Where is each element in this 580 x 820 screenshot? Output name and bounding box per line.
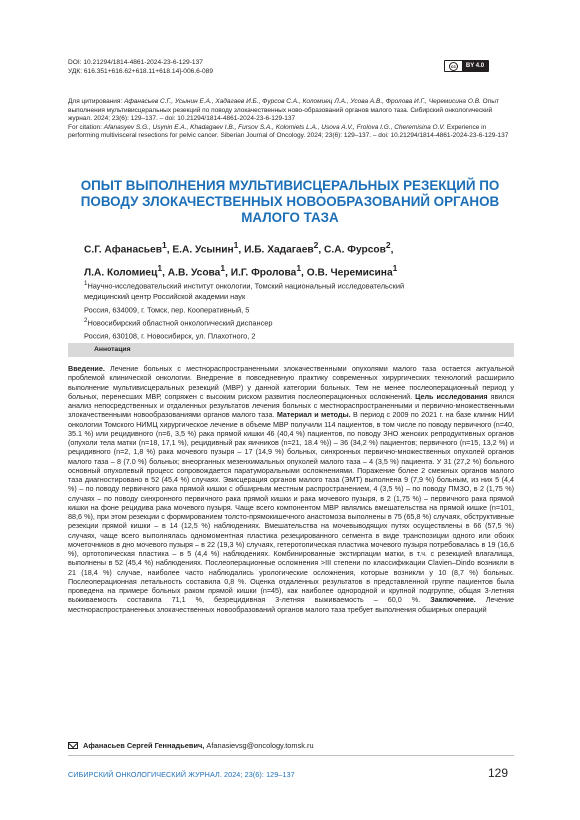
author-affil-sup: 1: [392, 263, 398, 274]
author-affil-sup: 1: [157, 263, 163, 274]
author: С.А. Фурсов: [324, 244, 386, 256]
article-meta: [68, 58, 213, 76]
affiliation-address: Россия, 634009, г. Томск, пер. Кооперативный, 5: [84, 305, 250, 315]
abstract-text: Введение. Лечение больных с местнораспространенными злокачественными опухолями малого таза остается актуальной проблемой клинической онкологии. Внедрение в повседневную практику современных хирургических технологий расширило выполнение мультивисцеральных резекций (МВР) у данной категории больных. Тем не менее послеоперационный период у больных, перенесших МВР, сопряжен с высоким риском развития послеоперационных осложнений. Цель исследования явился анализ непосредственных и отдаленных результатов лечения больных с местнораспространенными и первично-множественными злокачественными новообразованиями органов малого таза. Материал и методы. В период с 2009 по 2021 г. на базе клиник НИИ онкологии Томского НИМЦ хирургическое лечение в объеме МВР получили 114 пациентов, в том числе по поводу первичного (n=40, 35.1 %) или рецидивного (n=6, 3,5 %) рака прямой кишки 46 (40,4 %) пациентов, по поводу ЗНО женских репродуктивных органов (опухоли тела матки (n=18, 17,1 %), рецидивный рак яичников (n=21, 18.4 %)) – 36 (34,2 %) пациентов; первичного (n=15, 13,2 %) и рецидивного (n=2, 1,8 %) рака мочевого пузыря – 17 (14,9 %) больных, синхронных первично-множественных опухолей органов малого таза – 8 (7.0 %) больных; внеорганных мезенхимальных опухолей малого таза – 4 (3,5 %) пациента. У 31 (27,2 %) больного основный опухолевый процесс сопровождается паратуморальными осложнениями. Поражение более 2 смежных органов малого таза диагностировано в 52 (45,4 %) случаях. Эвисцерация органов малого таза (ЭМТ) выполнена 9 (7,9 %) больным, из них 5 (4,4 %) – по поводу первичного рака прямой кишки с обширным местным распространением, 4 (3,5 %) – по поводу ПМЗО, в 2 (1,75 %) случаях – по поводу синхронного первичного рака прямой кишки и рака мочевого пузыря, в 2 (1,75 %) – первичного рака прямой кишки на фоне рецидива рака мочевого пузыря. Чаще всего компонентом МВР являлись вмешательства на прямой кишке (n=101, 88,6 %), при этом резекции с формированием толсто-прямокишечного анастомоза выполнены в 75 (65,8 %) случаях, обструктивные резекции прямой кишки – в 14 (12,5 %) наблюдениях. Вмешательства на мочевыводящих путях осуществлены в 66 (57,5 %) случаях, чаще всего выполнялась одномоментная пластика резецированного сегмента в виде транспозиции одного или обоих мочеточников в дно мочевого пузыря – в 22 (19,3 %) случаях, гетеротопическая пластика мочевого пузыря потребовалась в 19 (16,6 %), ортотопическая пластика – в 5 (4,4 %) наблюдениях. Комбинированные экстирпации матки, в т.ч. с резекцией влагалища, выполнены в 52 (45,4 %) наблюдениях. Послеоперационные осложнения >III степени по классификации Clavien–Dindo возникли в 21 (18,4 %) случае, наиболее часто наблюдались урологические осложнения, которые возникли у 10 (8,7 %) больных. Послеоперационная летальность составила 0,8 %. Оценка отдаленных результатов в представленной группе пациентов была проведена на примере больных раком прямой кишки (n=45), как наиболее однородной и крупной подгруппе, общая 3-летняя выживаемость составила 71,1 %, безрецидивная 3-летняя выживаемость – 60,0 %. Заключение. Лечение местнораспространенных злокачественных новообразований органов малого таза требует выполнения обширных операций: [68, 364, 514, 614]
author: О.В. Черемисина: [306, 267, 393, 279]
udk-line: УДК: 616.351+616.62+618.11+618.14]-006.6-089: [68, 68, 213, 75]
annotation-label: Аннотация: [94, 346, 131, 353]
author: Е.А. Усынин: [172, 244, 234, 256]
affiliations: [84, 279, 414, 342]
author-affil-sup: 1: [233, 240, 239, 250]
doi-line: DOI: 10.21294/1814-4861-2024-23-6-129-137: [68, 59, 203, 66]
cc-icon: cc: [450, 63, 456, 69]
corresponding-name: Афанасьев Сергей Геннадьевич,: [83, 741, 205, 750]
author-affil-sup: 2: [313, 240, 319, 250]
abstract-methods-label: Материал и методы.: [274, 410, 351, 420]
affiliation-item: $^2$Новосибирский областной онкологический диспансер: [84, 316, 273, 328]
author-affil-sup: 1: [161, 240, 167, 250]
author-affil-sup: 1: [220, 263, 226, 274]
cc-license-badge[interactable]: [444, 60, 489, 72]
affiliation-item: $^1$Научно-исследовательский институт онкологии, Томский национальный исследовательский медицинский центр Российской академии наук: [84, 280, 405, 302]
journal-footer: СИБИРСКИЙ ОНКОЛОГИЧЕСКИЙ ЖУРНАЛ. 2024; 23(6): 129–137: [68, 770, 295, 779]
license-label: BY 4.0: [462, 61, 488, 71]
envelope-icon: [68, 742, 78, 749]
corresponding-author: [68, 741, 314, 750]
author: С.Г. Афанасьев: [84, 244, 162, 256]
page-number: 129: [488, 766, 509, 780]
corresponding-email[interactable]: Afanasievsg@oncology.tomsk.ru: [204, 741, 314, 750]
citation-en: For citation: Afanasyev S.G., Usynin E.A., Khadagaev I.B., Fursov S.A., Kolomiets L.A., Usova A.V., Frolova I.G., Cheremisina O.V. Experience in performing multivisceral resections for pelvic cancer. Siberian Journal of Oncology. 2024; 23(6): 129–137. – doi: 10.21294/1814-4861-2024-23-6-129-137: [68, 123, 509, 140]
abstract-conclusion-label: Заключение.: [420, 595, 476, 605]
author-affil-sup: 2: [385, 240, 391, 250]
footer-divider: [68, 755, 514, 756]
author-affil-sup: 1: [296, 263, 302, 274]
citation-block: [68, 98, 510, 141]
affiliation-address: Россия, 630108, г. Новосибирск, ул. Плахотного, 2: [84, 331, 256, 341]
article-title: ОПЫТ ВЫПОЛНЕНИЯ МУЛЬТИВИСЦЕРАЛЬНЫХ РЕЗЕКЦИЙ ПО ПОВОДУ ЗЛОКАЧЕСТВЕННЫХ НОВООБРАЗОВАНИЙ ОРГАНОВ МАЛОГО ТАЗА: [80, 178, 500, 225]
annotation-header: [68, 343, 514, 357]
abstract-intro-label: Введение.: [68, 364, 105, 373]
citation-ru: Для цитирования: Афанасьев С.Г., Усынин Е.А., Хадагаев И.Б., Фурсов С.А., Коломиец Л.А., Усова А.В., Фролова И.Г., Черемисина О.В. Опыт выполнения мультивисцеральных резекций по поводу злокачественных ново-образований органов малого таза. Сибирский онкологический журнал. 2024; 23(6): 129–137. – doi: 10.21294/1814-4861-2024-23-6-129-137: [68, 98, 499, 123]
author: И.Б. Хадагаев: [244, 244, 314, 256]
author: Л.А. Коломиец: [84, 267, 158, 279]
abstract-aim-label: Цель исследования: [412, 391, 488, 401]
author: И.Г. Фролова: [230, 267, 297, 279]
author: А.В. Усова: [167, 267, 221, 279]
author-list: С.Г. Афанасьев$^1$, Е.А. Усынин$^1$, И.Б. Хадагаев$^2$, С.А. Фурсов$^2$, Л.А. Коломиец$^1$, А.В. Усова$^1$, И.Г. Фролова$^1$, О.В. Черемисина$^1$: [84, 240, 398, 279]
